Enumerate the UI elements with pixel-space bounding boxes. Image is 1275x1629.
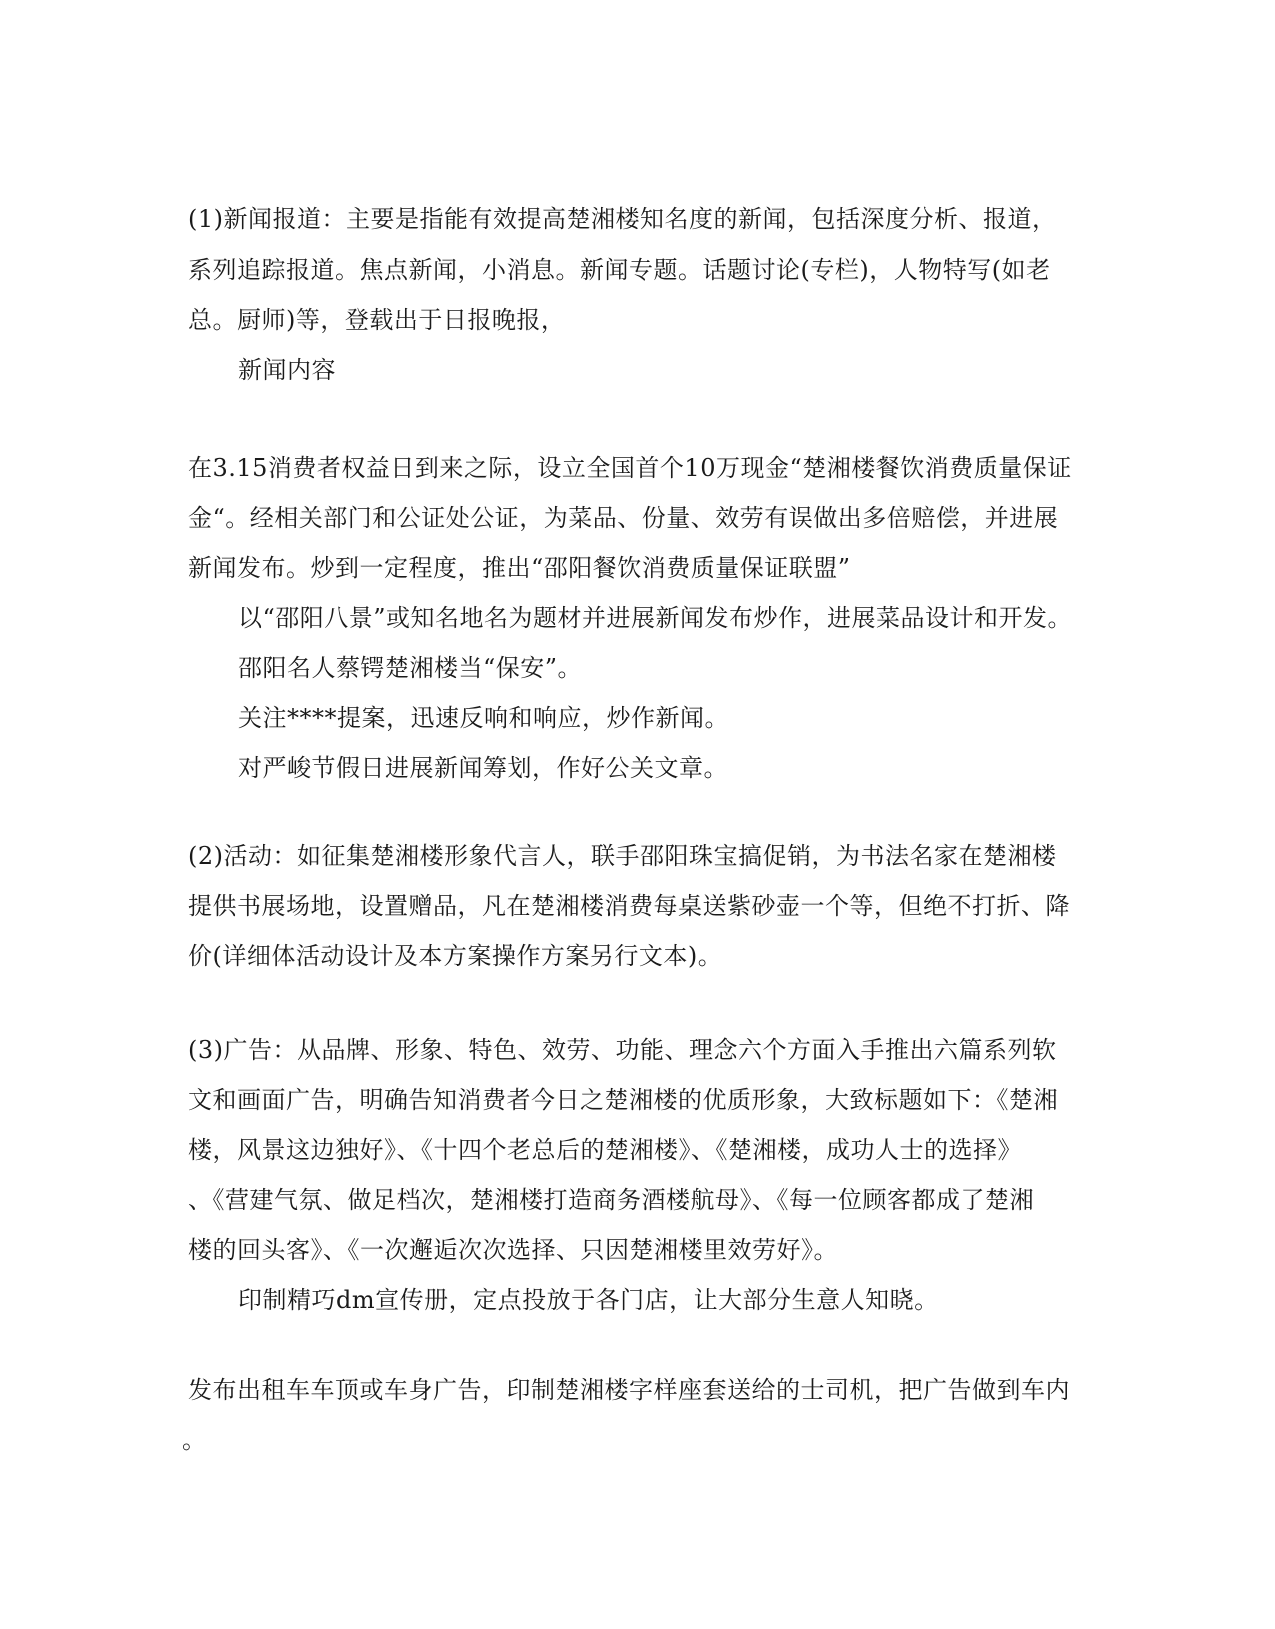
- paragraph-line: 总。厨师)等，登载出于日报晚报，: [188, 306, 566, 334]
- paragraph-line: (2)活动：如征集楚湘楼形象代言人，联手邵阳珠宝搞促销，为书法名家在楚湘楼: [188, 842, 1057, 870]
- paragraph-line: 邵阳名人蔡锷楚湘楼当“保安”。: [238, 654, 583, 682]
- paragraph-line: (1)新闻报道：主要是指能有效提高楚湘楼知名度的新闻，包括深度分析、报道，: [188, 205, 1057, 233]
- paragraph-line: 新闻发布。炒到一定程度，推出“邵阳餐饮消费质量保证联盟”: [188, 554, 851, 582]
- paragraph-line: 价(详细体活动设计及本方案操作方案另行文本)。: [188, 942, 723, 970]
- paragraph-line: 楼，风景这边独好》、《十四个老总后的楚湘楼》、《楚湘楼，成功人士的选择》: [188, 1136, 1022, 1164]
- paragraph-line: 关注****提案，迅速反响和响应，炒作新闻。: [238, 704, 729, 732]
- paragraph-line: 对严峻节假日进展新闻筹划，作好公关文章。: [238, 754, 728, 782]
- paragraph-line: 系列追踪报道。焦点新闻，小消息。新闻专题。话题讨论(专栏)，人物特写(如老: [188, 256, 1051, 284]
- paragraph-line: (3)广告：从品牌、形象、特色、效劳、功能、理念六个方面入手推出六篇系列软: [188, 1036, 1057, 1064]
- paragraph-line: 楼的回头客》、《一次邂逅次次选择、只因楚湘楼里效劳好》。: [188, 1236, 838, 1264]
- paragraph-line: 新闻内容: [238, 356, 336, 384]
- paragraph-line: 、《营建气氛、做足档次，楚湘楼打造商务酒楼航母》、《每一位顾客都成了楚湘: [188, 1186, 1034, 1214]
- paragraph-line: 以“邵阳八景”或知名地名为题材并进展新闻发布炒作，进展菜品设计和开发。: [238, 604, 1073, 632]
- paragraph-line: 提供书展场地，设置赠品，凡在楚湘楼消费每桌送紫砂壶一个等，但绝不打折、降: [188, 892, 1070, 920]
- paragraph-line: 文和画面广告，明确告知消费者今日之楚湘楼的优质形象，大致标题如下：《楚湘: [188, 1086, 1058, 1114]
- paragraph-line: 印制精巧dm宣传册，定点投放于各门店，让大部分生意人知晓。: [238, 1286, 939, 1314]
- paragraph-line: 。: [182, 1426, 207, 1454]
- paragraph-line: 金“。经相关部门和公证处公证，为菜品、份量、效劳有误做出多倍赔偿，并进展: [188, 504, 1059, 532]
- paragraph-line: 发布出租车车顶或车身广告，印制楚湘楼字样座套送给的士司机，把广告做到车内: [188, 1376, 1070, 1404]
- paragraph-line: 在3.15消费者权益日到来之际，设立全国首个10万现金“楚湘楼餐饮消费质量保证: [188, 454, 1072, 482]
